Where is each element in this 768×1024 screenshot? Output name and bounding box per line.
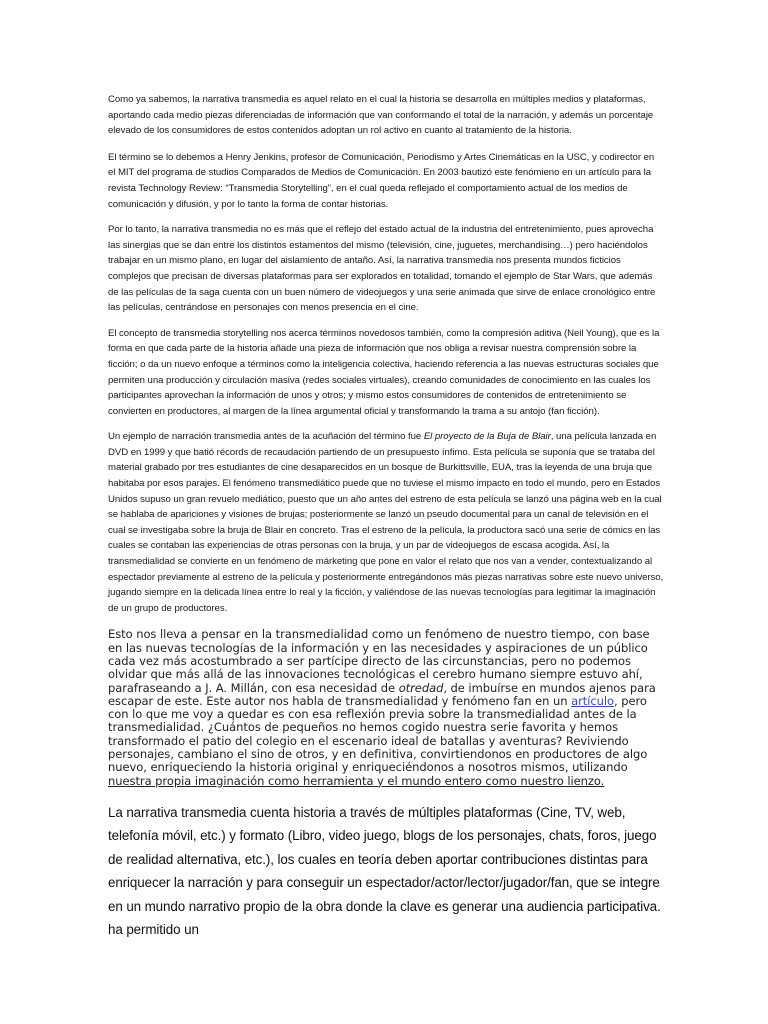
article-link[interactable]: artículo — [571, 693, 615, 708]
paragraph-intro: Como ya sabemos, la narrativa transmedia es aquel relato en el cual la historia se desarrolla en múltiples medios y plataformas, aportando cada medio piezas diferenciadas de información que van conformando el total de la narración, y además un porcentaje elevado de los consumidores de estos contenidos adoptan un rol activo en cuanto al tratamiento de la historia. — [108, 94, 654, 137]
paragraph-blair-example — [108, 429, 664, 616]
paragraph-reflection — [108, 628, 664, 788]
reflection-text-a: Esto nos lleva a pensar en la transmedialidad como un fenómeno de nuestro tiempo, con base en las nuevas tecnologías de la información y en las necesidades y aspiraciones de un público cada vez más acostumbrado a ser partícipe directo de las circunstancias, pero no podemos olvidar que más allá de las innovaciones tecnológicas el cerebro humano siempre estuvo ahí, parafraseando a J. A. Millán, con esa necesidad de — [108, 627, 650, 695]
reflection-underlined: nuestra propia imaginación como herramienta y el mundo entero como nuestro lienzo. — [108, 773, 605, 788]
paragraph-jenkins: El término se lo debemos a Henry Jenkins, profesor de Comunicación, Periodismo y Artes Cinemáticas en la USC, y codirector en el MIT del programa de studios Comparados de Medios de Comunicación. En 2003 bautizó este fenómieno en un artículo para la revista Technology Review: “Transmedia Storytelling”, en el cual queda reflejado el comportamiento actual de los medios de comunicación y difusión, y por lo tanto la forma de contar historias. — [108, 151, 655, 210]
blair-film-title: El proyecto de la Buja de Blair — [423, 431, 551, 443]
paragraph-industry: Por lo tanto, la narrativa transmedia no es más que el reflejo del estado actual de la industria del entretenimiento, pues aprovecha las sinergias que se dan entre los distintos estamentos del mismo (televisión, cine, juguetes, merchandising…) pero haciéndolos trabajar en un mismo plano, en lugar del aislamiento de antaño. Así, la narrativa transmedia nos presenta mundos ficticios complejos que precisan de diversas plataformas para ser explorados en totalidad, tomando el ejemplo de Star Wars, que además de las películas de la saga cuenta con un buen número de videojuegos y una serie animada que sirve de enlace cronológico entre las películas, centrándose en personajes con menos presencia en el cine. — [108, 224, 656, 314]
reflection-text-b: , de imbuírse en mundos ajenos para escapar de este. Este autor nos habla de transmedialidad y fenómeno fan en un — [108, 680, 656, 708]
paragraph-summary: La narrativa transmedia cuenta historia a través de múltiples plataformas (Cine, TV, web, telefonía móvil, etc.) y formato (Libro, video juego, blogs de los personajes, chats, foros, juego de realidad alternativa, etc.), los cuales en teoría deben aportar contribuciones distintas para enriquecer la narración y para conseguir un espectador/actor/lector/jugador/fan, que se integre en un mundo narrativo propio de la obra donde la clave es generar una audiencia participativa. ha permitido un — [108, 804, 661, 938]
small-text-section — [108, 92, 664, 616]
reflection-text-c: , pero con lo que me voy a quedar es con esa reflexión previa sobre la transmedialidad antes de la transmedialidad. ¿Cuántos de pequeños no hemos cogido nuestra serie favorita y hemos transformado el patio del colegio en el escenario ideal de batallas y aventuras? Reviviendo personajes, cambiano el sino de otros, y en definitiva, convirtiendonos en productores de algo nuevo, enriqueciendo la historia original y enriqueciéndonos a nosotros mismos, utilizando — [108, 693, 648, 775]
blair-text-a: Un ejemplo de narración transmedia antes de la acuñación del término fue — [108, 431, 424, 443]
blair-text-b: , una película lanzada en DVD en 1999 y que batió récords de recaudación partiendo de un presupuesto ínfimo. Esta película se suponía que se trataba del material grabado por tres estudiantes de cine desaparecidos en un bosque de Burkittsville, EUA, tras la leyenda de una bruja que habitaba por esos parajes. El fenómeno transmediático puede que no tuviese el mismo impacto en todo el mundo, pero en Estados Unidos supuso un gran revuelo mediático, puesto que un año antes del estreno de esta película se lanzó una página web en la cual se hablaba de apariciones y visiones de brujas; posteriormente se lanzó un pseudo documental para un canal de televisión en el cual se investigaba sobre la bruja de Blair en concreto. Tras el estreno de la película, la productora sacó una serie de cómics en las cuales se contaban las experiencias de otras personas con la bruja, y un par de videojuegos de escasa acogida. Así, la transmedialidad se convierte en un fenómeno de márketing que pone en valor el relato que nos van a vender, contextualizando al espectador previamente al estreno de la película y posteriormente entregándonos más piezas narrativas sobre este nuevo universo, jugando siempre en la delicada línea entre lo real y la ficción, y valiéndose de las nuevas tecnologías para legitimar la imaginación de un grupo de productores. — [108, 431, 664, 614]
reflection-emphasis: otredad — [398, 680, 444, 695]
document-page — [108, 92, 664, 942]
paragraph-concepts: El concepto de transmedia storytelling nos acerca términos novedosos también, como la compresión aditiva (Neil Young), que es la forma en que cada parte de la historia añade una pieza de información que nos obliga a revisar nuestra comprensión sobre la ficción; o da un nuevo enfoque a términos como la inteligencia colectiva, haciendo referencia a las nuevas estructuras sociales que permiten una producción y circulación masiva (redes sociales virtuales), creando comunidades de conocimiento en las cuales los participantes aprovechan la información de unos y otros; y mismo estos consumidores de contenidos de entretenimiento se convierten en productores, al margen de la línea argumental oficial y transformando la trama a su antojo (fan ficción). — [108, 327, 660, 417]
